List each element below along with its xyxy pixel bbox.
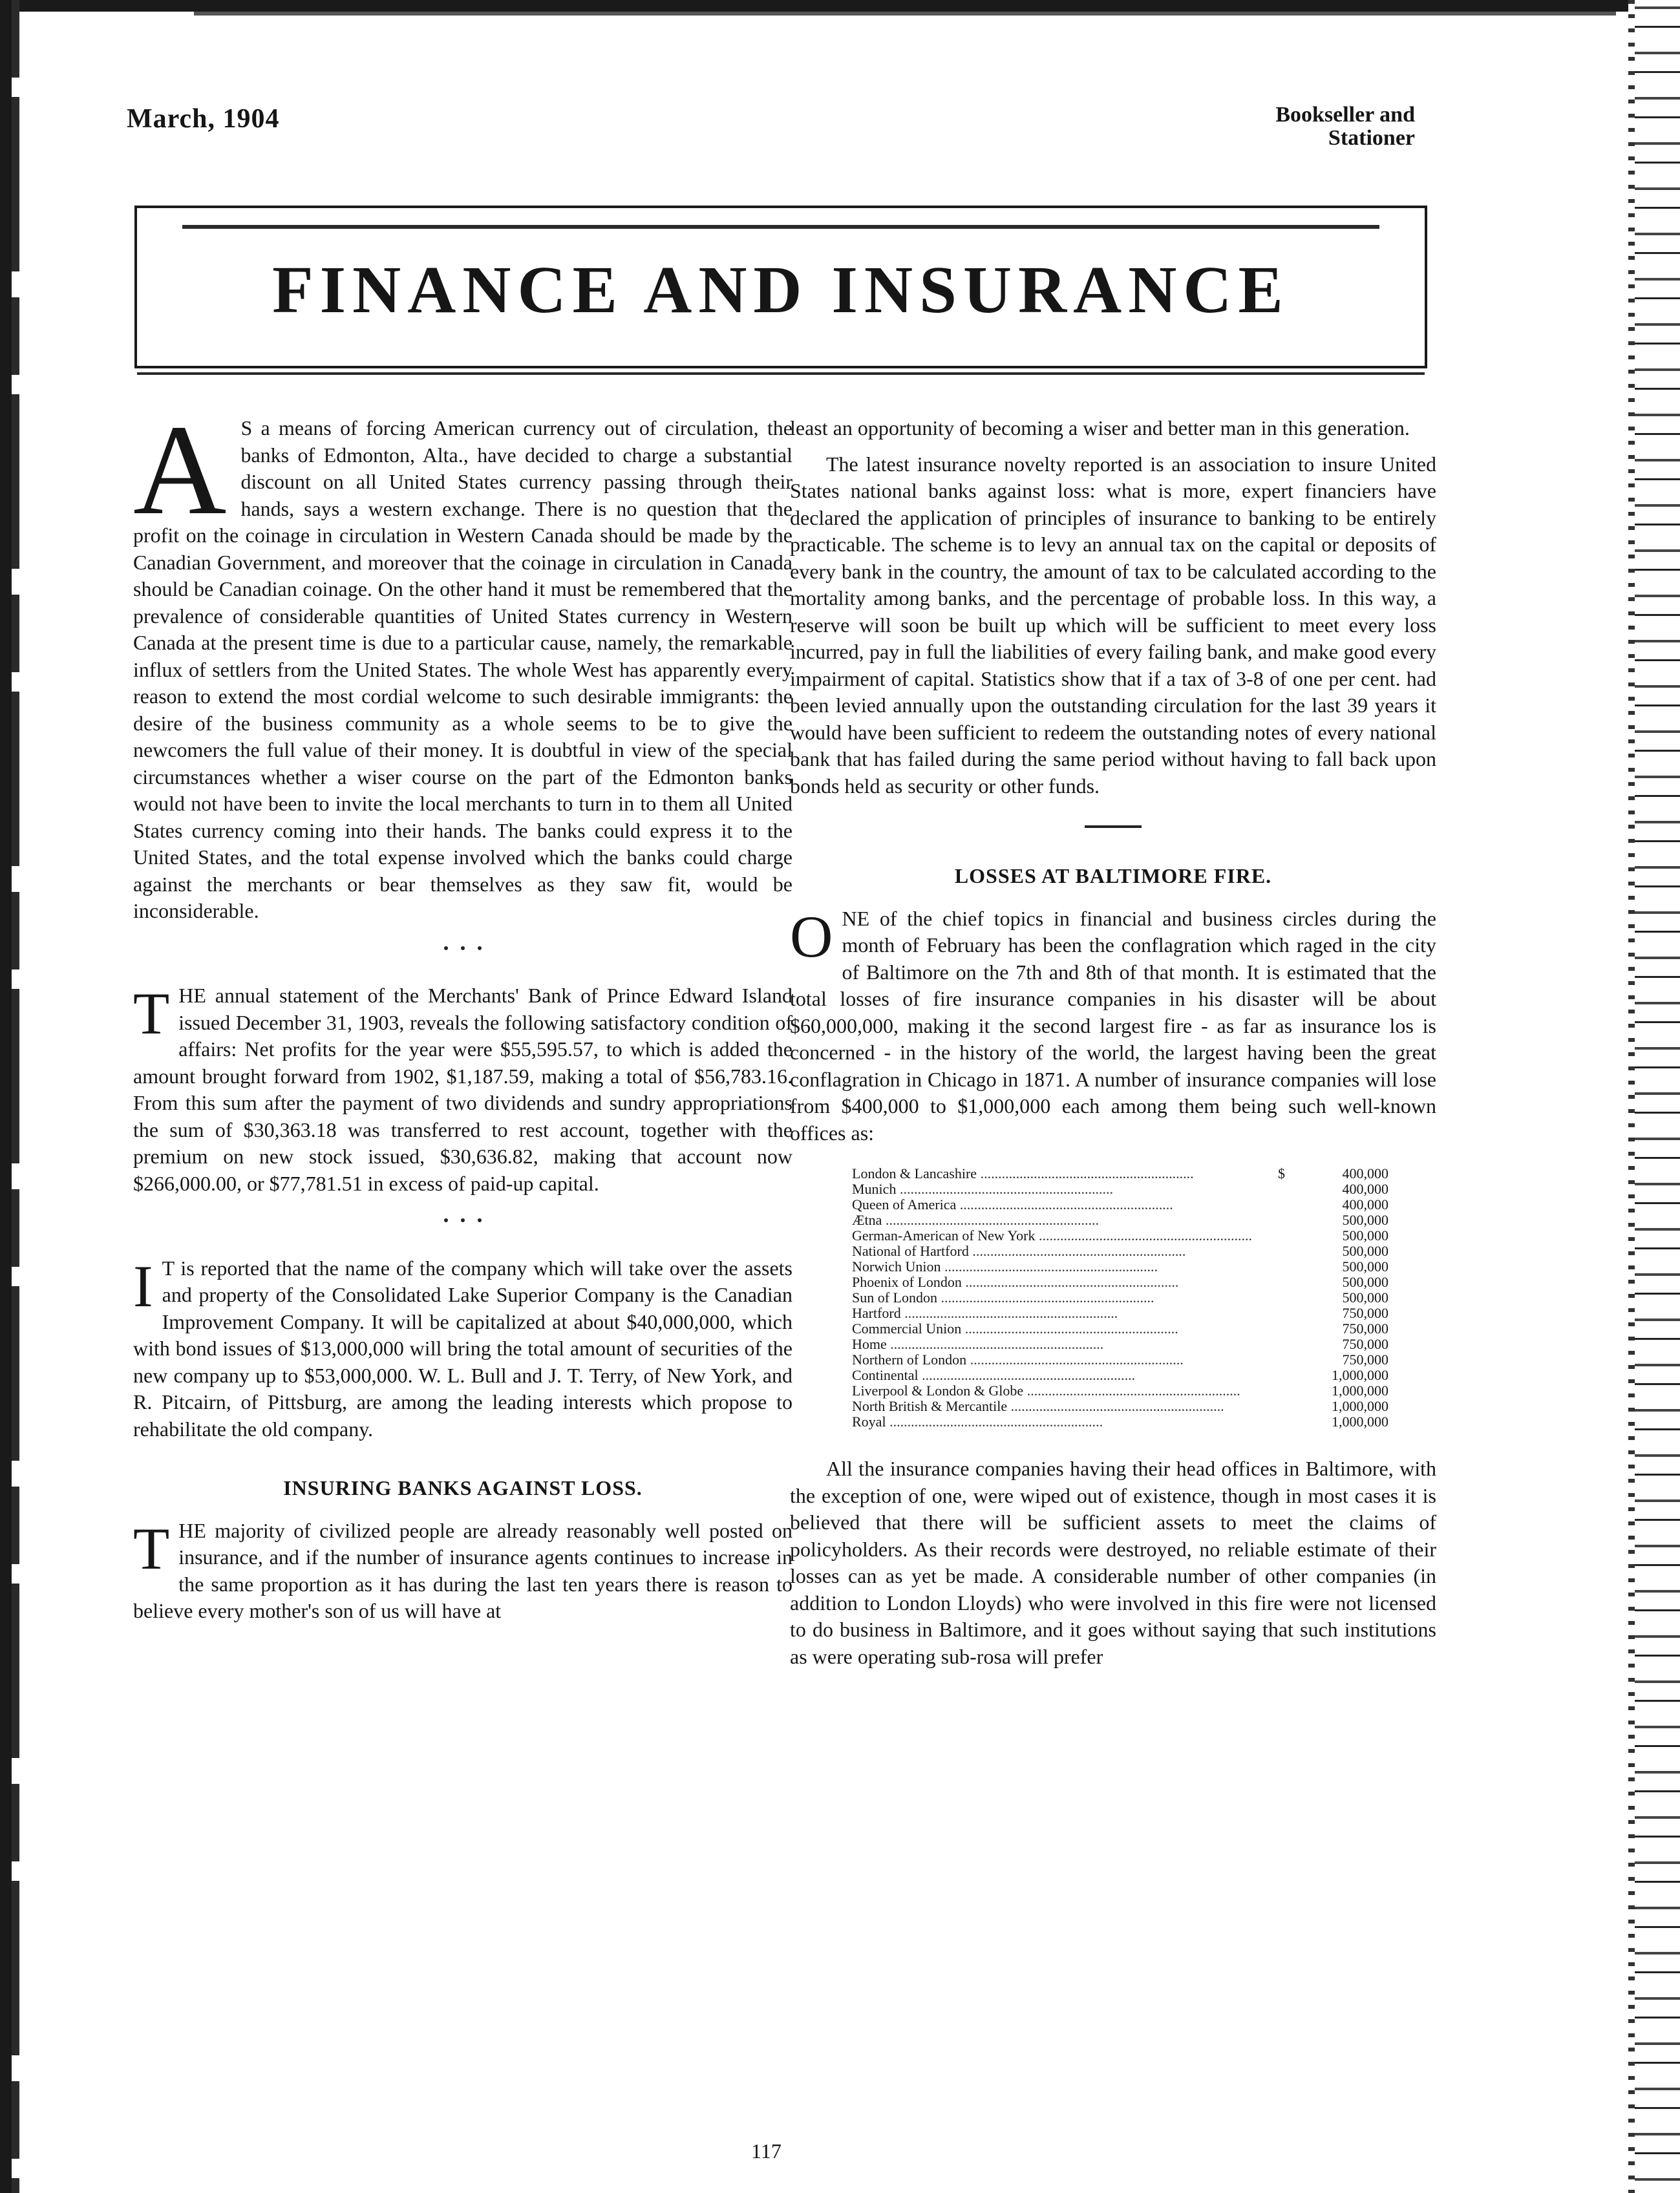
article-insuring-banks-part2: least an opportunity of becoming a wiser and better man in this generation. xyxy=(790,416,1410,440)
loss-amount: 500,000 xyxy=(1342,1290,1388,1306)
company-name: Home ............................................................ xyxy=(852,1337,1104,1352)
publication-line-1: Bookseller and xyxy=(1275,103,1415,127)
loss-amount: 400,000 xyxy=(1342,1166,1388,1181)
table-row xyxy=(852,1352,1388,1368)
publication-line-2: Stationer xyxy=(1328,126,1415,150)
heading-baltimore-fire: LOSSES AT BALTIMORE FIRE. xyxy=(954,864,1272,887)
company-name: London & Lancashire ............................................................ xyxy=(852,1166,1194,1181)
article-text: NE of the chief topics in financial and business circles during the month of February has been the conflagration which raged in the city of Baltimore on the 7th and 8th of that month. It is estimated that the total losses of fire insurance companies in his disaster will be about $60,000,000, making it the second largest fire - as far as insurance los is concerned - in the history of the world, the largest having been the great conflagration in Chicago in 1871. A number of insurance companies will lose from $400,000 to $1,000,000 each among them being such well-known offices as: xyxy=(790,906,1436,1145)
heading-insuring-banks: INSURING BANKS AGAINST LOSS. xyxy=(283,1476,643,1499)
right-column xyxy=(790,415,1436,1670)
dollar-sign xyxy=(1266,1306,1285,1321)
table-row xyxy=(852,1228,1388,1244)
initial-letter: O xyxy=(790,903,833,969)
table-row xyxy=(852,1321,1388,1337)
article-lake-superior xyxy=(133,1255,792,1443)
company-name: Hartford ............................................................ xyxy=(852,1306,1118,1321)
article-merchants-bank xyxy=(133,982,792,1197)
page-number: 117 xyxy=(751,2139,782,2163)
company-name: North British & Mercantile ............................................................ xyxy=(852,1399,1224,1414)
table-row xyxy=(852,1181,1388,1197)
company-name: Commercial Union ............................................................ xyxy=(852,1321,1178,1337)
article-insuring-banks-para2: The latest insurance novelty reported is an association to insure United States national banks against loss: what is more, expert financiers have declared the application of principles of insurance to banking to be entirely practicable. The scheme is to levy an annual tax on the capital or deposits of every bank in the country, the amount of tax to be calculated according to the mortality among banks, and the percentage of probable loss. In this way, a reserve will soon be built up which will be sufficient to meet every loss incurred, pay in full the liabilities of every failing bank, and make good every impairment of capital. Statistics show that if a tax of 3-8 of one per cent. had been levied annually upon the outstanding circulation for the last 39 years it would have been sufficient to redeem the outstanding notes of every national bank that has failed during the same period without having to fall back upon bonds held as security or other funds. xyxy=(790,452,1436,798)
company-name: Queen of America ............................................................ xyxy=(852,1197,1173,1213)
article-text: HE annual statement of the Merchants' Bank of Prince Edward Island issued December 31, 1903, reveals the following satisfactory condition of affairs: Net profits for the year were $55,595.57, to which is added the amount brought forward from 1902, $1,187.59, making a total of $56,783.16. From this sum after the payment of two dividends and sundry appropriations the sum of $30,363.18 was transferred to rest account, together with the premium on new stock issued, $30,636.82, making that account now $266,000.00, or $77,781.51 in excess of paid-up capital. xyxy=(133,984,792,1195)
company-name: German-American of New York ............................................................ xyxy=(852,1228,1252,1244)
dollar-sign xyxy=(1266,1321,1285,1337)
section-separator xyxy=(133,930,792,957)
initial-letter: T xyxy=(133,980,170,1046)
scan-edge-right-inner xyxy=(1628,0,1635,2193)
table-row xyxy=(852,1383,1388,1399)
initial-letter: I xyxy=(133,1253,153,1319)
loss-amount: 1,000,000 xyxy=(1332,1414,1388,1430)
section-dash xyxy=(1085,825,1142,828)
dollar-sign xyxy=(1266,1213,1285,1228)
table-row xyxy=(852,1306,1388,1321)
scan-edge-top-rule xyxy=(194,12,1616,16)
section-title-box xyxy=(134,206,1427,368)
dollar-sign xyxy=(1266,1337,1285,1352)
loss-amount: 400,000 xyxy=(1342,1181,1388,1197)
dollar-sign xyxy=(1266,1228,1285,1244)
loss-amount: 500,000 xyxy=(1342,1244,1388,1259)
loss-amount: 500,000 xyxy=(1342,1259,1388,1275)
drop-cap: A xyxy=(133,399,227,542)
company-name: Royal ............................................................ xyxy=(852,1414,1103,1430)
title-top-rule xyxy=(182,225,1379,229)
company-name: Phoenix of London ............................................................ xyxy=(852,1275,1179,1290)
dollar-sign xyxy=(1266,1259,1285,1275)
dollar-sign xyxy=(1266,1368,1285,1383)
table-row xyxy=(852,1290,1388,1306)
header-publication xyxy=(1275,103,1415,150)
table-row xyxy=(852,1244,1388,1259)
article-text: HE majority of civilized people are already reasonably well posted on insurance, and if the number of insurance agents continues to increase in the same proportion as it has during the last ten years there is reason to believe every mother's son of us will have at xyxy=(133,1518,792,1622)
loss-amount: 750,000 xyxy=(1342,1321,1388,1337)
table-row xyxy=(852,1399,1388,1414)
dollar-sign xyxy=(1266,1399,1285,1414)
article-text: S a means of forcing American currency out of circulation, the banks of Edmonton, Alta., have decided to charge a substantial discount on all United States currency passing through their hands, says a western exchange. There is no question that the profit on the coinage in circulation in Western Canada should be made by the Canadian Government, and moreover that the coinage in circulation in Canada should be Canadian coinage. On the other hand it must be remembered that the prevalence of considerable quantities of United States currency in Western Canada at the present time is due to a particular cause, namely, the remarkable influx of settlers from the United States. The whole West has apparently every reason to extend the most cordial welcome to such desirable immigrants: the desire of the business community as a whole seems to be to give the newcomers the full value of their money. It is doubtful in view of the special circumstances whether a wiser course on the part of the Edmonton banks would not have been to invite the local merchants to turn in to them all United States currency coming into their hands. The banks could express it to the United States, and the total expense involved which the banks could charge against the merchants or bear themselves as they saw fit, would be inconsiderable. xyxy=(133,416,792,922)
article-baltimore-after: All the insurance companies having their head offices in Baltimore, with the exception of one, were wiped out of existence, though in most cases it is believed that there will be sufficient assets to meet the claims of policyholders. As their records were destroyed, no reliable estimate of their losses can as yet be made. A considerable number of other companies (in addition to London Lloyds) who were involved in this fire were not licensed to do business in Baltimore, and it goes without saying that such institutions as were operating sub-rosa will prefer xyxy=(790,1457,1436,1668)
dollar-sign: $ xyxy=(1278,1166,1285,1181)
table-row xyxy=(852,1213,1388,1228)
company-name: Norwich Union ............................................................ xyxy=(852,1259,1158,1275)
loss-amount: 1,000,000 xyxy=(1332,1368,1388,1383)
table-row xyxy=(852,1166,1388,1181)
section-separator xyxy=(133,1202,792,1229)
table-row xyxy=(852,1259,1388,1275)
dollar-sign xyxy=(1266,1275,1285,1290)
table-row xyxy=(852,1414,1388,1430)
left-column xyxy=(133,399,792,1625)
initial-letter: T xyxy=(133,1515,170,1582)
table-row xyxy=(852,1337,1388,1352)
article-baltimore-fire xyxy=(790,903,1436,1147)
dollar-sign xyxy=(1266,1181,1285,1197)
dollar-sign xyxy=(1266,1383,1285,1399)
scan-edge-top xyxy=(0,0,1680,12)
table-row xyxy=(852,1197,1388,1213)
scan-edge-left-inner xyxy=(12,0,19,2193)
title-bottom-rule xyxy=(137,372,1425,375)
scan-edge-right xyxy=(1635,0,1680,2193)
dollar-sign xyxy=(1266,1244,1285,1259)
dollar-sign xyxy=(1266,1352,1285,1368)
article-insuring-banks-part1 xyxy=(133,1515,792,1625)
company-name: Sun of London ............................................................ xyxy=(852,1290,1154,1306)
loss-amount: 1,000,000 xyxy=(1332,1383,1388,1399)
dollar-sign xyxy=(1266,1290,1285,1306)
company-name: National of Hartford ............................................................ xyxy=(852,1244,1186,1259)
scan-edge-left xyxy=(0,0,12,2193)
loss-amount: 500,000 xyxy=(1342,1228,1388,1244)
company-name: Munich ............................................................ xyxy=(852,1181,1113,1197)
company-name: Ætna ............................................................ xyxy=(852,1213,1099,1228)
company-name: Northern of London ............................................................ xyxy=(852,1352,1184,1368)
loss-amount: 750,000 xyxy=(1342,1352,1388,1368)
company-name: Liverpool & London & Globe ............................................................ xyxy=(852,1383,1240,1399)
loss-amount: 400,000 xyxy=(1342,1197,1388,1213)
article-text: T is reported that the name of the company which will take over the assets and property of the Consolidated Lake Superior Company is the Canadian Improvement Company. It will be capitalized at about $40,000,000, which with bond issues of $13,000,000 will bring the total amount of securities of the new company up to $53,000,000. W. L. Bull and J. T. Terry, of New York, and R. Pitcairn, of Pittsburg, are among the leading interests which propose to rehabilitate the old company. xyxy=(133,1256,792,1441)
dollar-sign xyxy=(1266,1414,1285,1430)
loss-amount: 500,000 xyxy=(1342,1213,1388,1228)
dollar-sign xyxy=(1266,1197,1285,1213)
loss-amount: 750,000 xyxy=(1342,1337,1388,1352)
loss-amount: 750,000 xyxy=(1342,1306,1388,1321)
loss-amount: 1,000,000 xyxy=(1332,1399,1388,1414)
section-title: FINANCE AND INSURANCE xyxy=(272,253,1290,327)
loss-amount: 500,000 xyxy=(1342,1275,1388,1290)
table-row xyxy=(852,1275,1388,1290)
article-edmonton-currency xyxy=(133,399,792,925)
losses-table xyxy=(852,1166,1388,1430)
header-date: March, 1904 xyxy=(127,104,280,134)
company-name: Continental ............................................................ xyxy=(852,1368,1136,1383)
table-row xyxy=(852,1368,1388,1383)
